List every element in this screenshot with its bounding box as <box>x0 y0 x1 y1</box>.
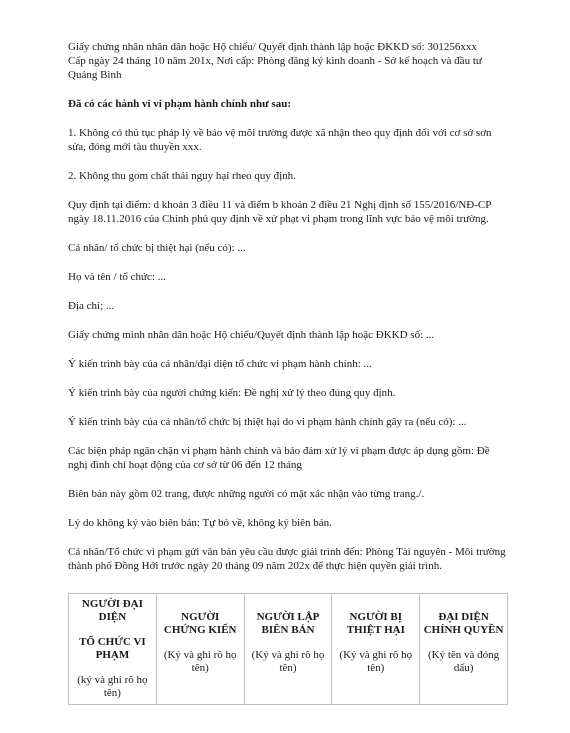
issue-line: Cấp ngày 24 tháng 10 năm 201x, Nơi cấp: Phòng đăng ký kinh doanh - Sở kế hoạch và đầu tư <box>68 55 482 67</box>
signature-recorder <box>244 594 332 705</box>
document-body <box>68 40 506 573</box>
violation-item: 2. Không thu gom chất thải nguy hại rheo quy định. <box>68 170 296 182</box>
signature-row <box>69 594 508 705</box>
victim-opinion: Ý kiến trình bày của cá nhân/tổ chức bị thiệt hại do vi phạm hành chính gây ra (nếu có): ... <box>68 416 467 428</box>
victim-field: Cá nhân/ tổ chức bị thiệt hại (nếu có): ... <box>68 242 246 254</box>
id-doc-field: Giấy chứng minh nhân dân hoặc Hộ chiếu/Quyết định thành lập hoặc ĐKKD số: ... <box>68 329 435 341</box>
signature-authority <box>420 594 508 705</box>
signature-witness <box>156 594 244 705</box>
signature-victim <box>332 594 420 705</box>
signature-note: (Ký và ghi rõ họ tên) <box>251 649 325 674</box>
legal-basis: Quy định tại điểm: d khoản 3 điều 11 và điểm b khoản 2 điều 21 Nghị định số 155/2016/NĐ-CP ngày 18.11.2016 của Chính phủ quy định về xử phạt vi phạm trong lĩnh vực bảo vệ môi trường. <box>68 199 491 225</box>
signature-title: NGƯỜI ĐẠI DIỆN <box>81 598 143 623</box>
signature-note: (Ký tên và đóng dấu) <box>428 649 500 674</box>
signature-title: NGƯỜI LẬP BIÊN BẢN <box>256 611 320 636</box>
signature-title: ĐẠI DIỆN CHÍNH QUYỀN <box>423 611 504 636</box>
signature-title: NGƯỜI BỊ THIỆT HẠI <box>346 611 405 636</box>
measures: Các biện pháp ngăn chặn vi phạm hành chính và bảo đảm xử lý vi phạm được áp dụng gồm: Đề nghị đình chỉ hoạt động của cơ sở từ 06 đến 12 tháng <box>68 445 490 471</box>
name-field: Họ và tên / tổ chức: ... <box>68 271 166 283</box>
violation-item: 1. Không có thủ tục pháp lý về bảo vệ môi trường được xã nhận theo quy định đối với cơ sở sơn sửa, đóng mới tàu thuyền xxx. <box>68 127 492 153</box>
signature-note: (Ký và ghi rõ họ tên) <box>339 649 413 674</box>
pages-note: Biên bản này gồm 02 trang, được những người có mặt xác nhận vào từng trang./. <box>68 488 425 500</box>
explanation-request: Cá nhân/Tổ chức vi phạm gửi văn bản yêu cầu được giải trình đến: Phòng Tài nguyên - Môi trường thành phố Đồng Hới trước ngày 20 tháng 09 năm 202x để thực hiện quyền giải trình. <box>68 546 506 572</box>
signature-note: (ký và ghi rõ họ tên) <box>77 674 148 699</box>
witness-opinion: Ý kiến trình bày của người chứng kiến: Đề nghị xử lý theo đúng quy định. <box>68 387 396 399</box>
signature-note: (Ký và ghi rõ họ tên) <box>163 649 237 674</box>
address-field: Địa chỉ; ... <box>68 300 115 312</box>
signature-violator <box>69 594 157 705</box>
no-sign-reason: Lý do không ký vào biên bản: Tự bỏ về, không ký biên bản. <box>68 517 332 529</box>
id-line: Giấy chứng nhân nhân dân hoặc Hộ chiếu/ Quyết định thành lập hoặc ĐKKD số: 301256xxx <box>68 41 477 53</box>
signature-table <box>68 593 508 705</box>
issue-place: Quảng Bình <box>68 69 122 81</box>
signature-title: TỔ CHỨC VI PHẠM <box>79 636 146 661</box>
signature-title: NGƯỜI CHỨNG KIẾN <box>163 611 237 636</box>
section-heading: Đã có các hành vi vi phạm hành chính như sau: <box>68 98 291 110</box>
violator-opinion: Ý kiến trình bày của cá nhân/đại diện tổ chức vi phạm hành chính: ... <box>68 358 372 370</box>
